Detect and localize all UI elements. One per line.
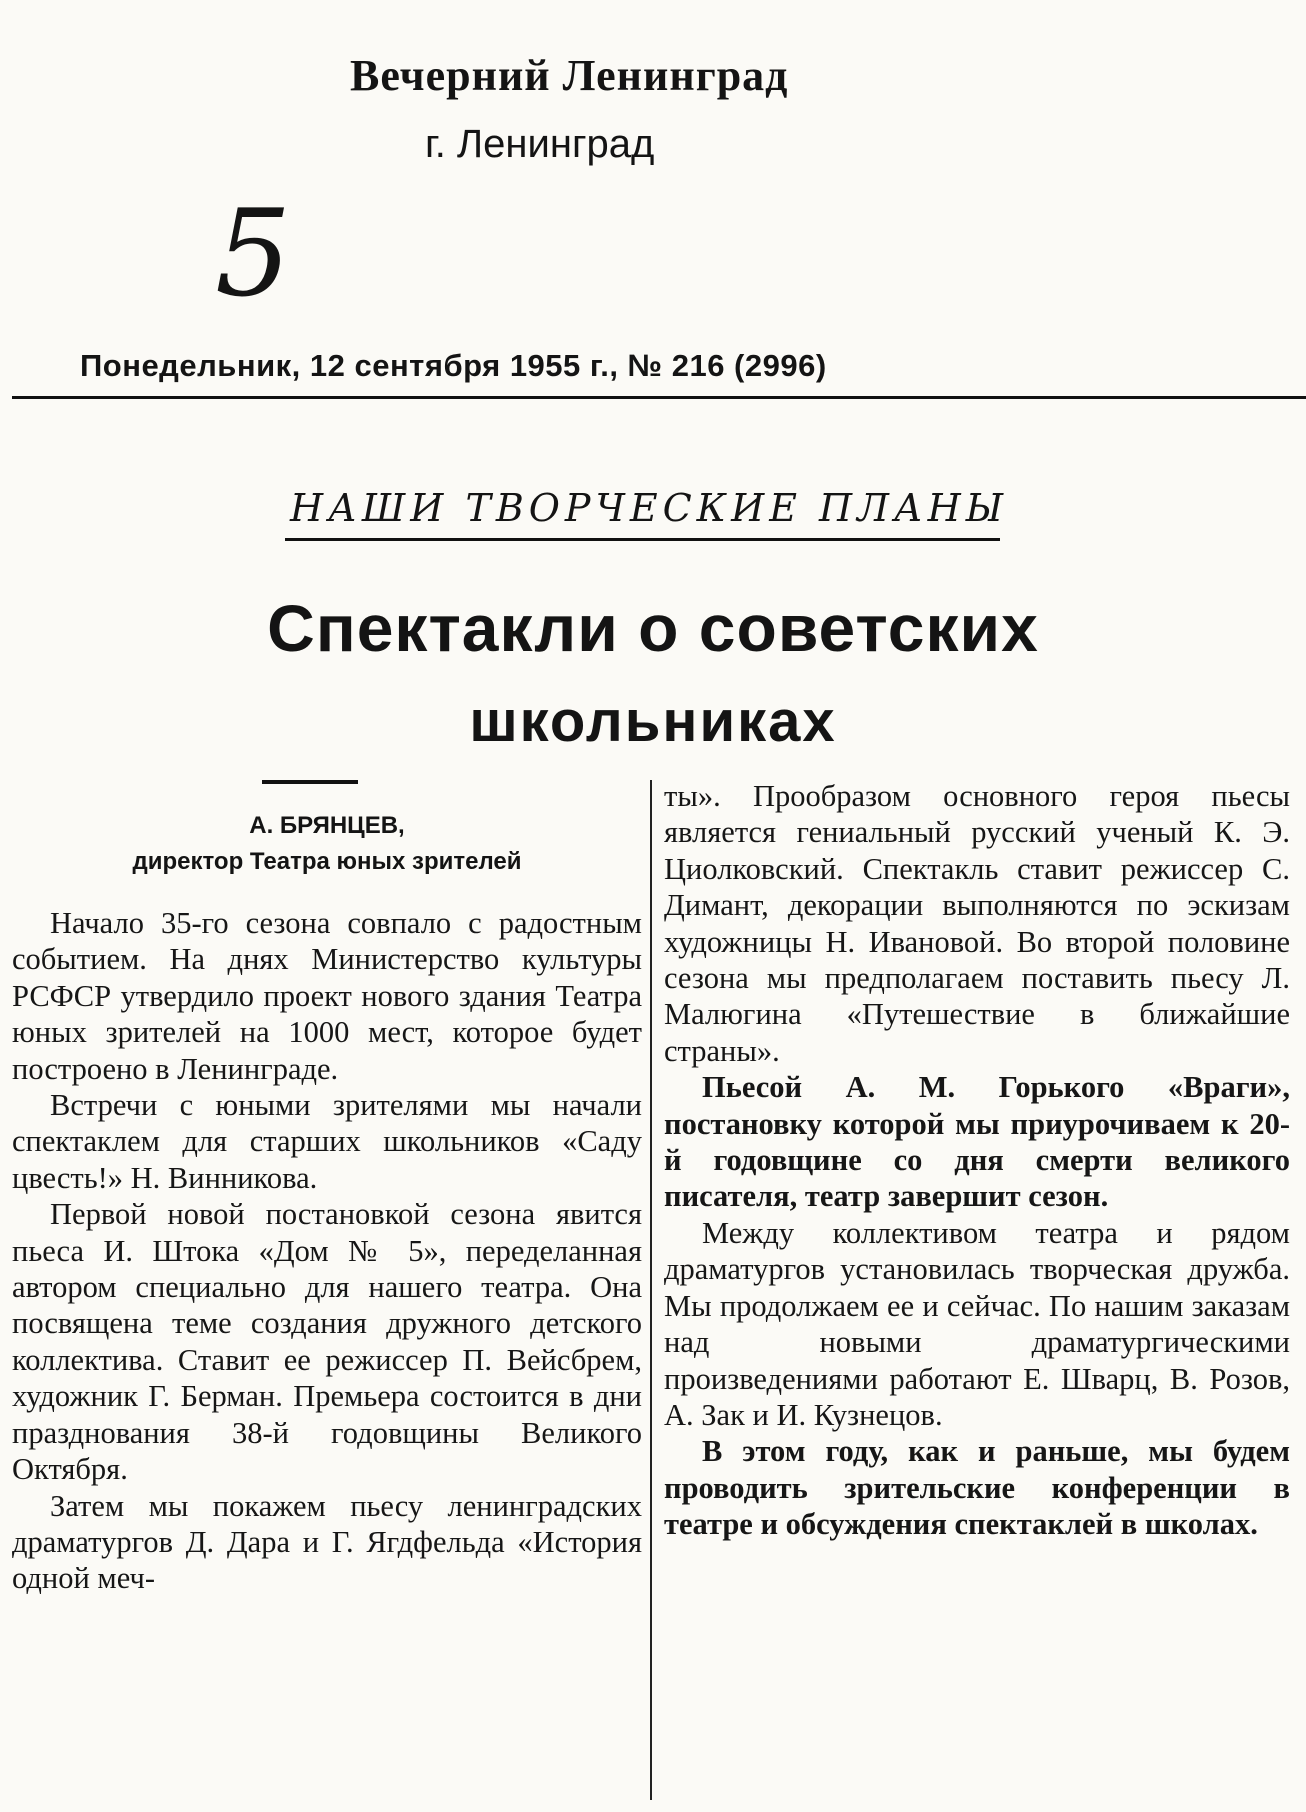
author-name: А. БРЯНЦЕВ,	[249, 812, 405, 839]
author-role: директор Театра юных зрителей	[132, 848, 522, 875]
handwritten-mark: 5	[215, 185, 292, 324]
column-divider	[650, 780, 652, 1800]
paragraph: Начало 35-го сезона совпало с радостным событием. На днях Министерство культуры РСФСР утвердило проект нового здания Театра юных зрителей на 1000 мест, которое будет построено в Ленинграде.	[12, 906, 642, 1086]
byline-rule	[262, 780, 358, 784]
paragraph: В этом году, как и раньше, мы будем проводить зрительские конференции в театре и обсуждения спектаклей в школах.	[664, 1434, 1290, 1542]
paragraph: Встречи с юными зрителями мы начали спектаклем для старших школьников «Саду цвесть!» Н. Винникова.	[12, 1088, 642, 1195]
paper-name: Вечерний Ленинград	[350, 51, 789, 100]
left-column	[12, 905, 642, 1597]
dateline: Понедельник, 12 сентября 1955 г., № 216 (2996)	[80, 348, 827, 383]
headline-line-2: школьниках	[469, 689, 837, 754]
city-line: г. Ленинград	[425, 122, 655, 166]
paragraph: Между коллективом театра и рядом драматургов установилась творческая дружба. Мы продолжаем ее и сейчас. По нашим заказам над новыми драматургическими произведениями работают Е. Шварц, В. Розов, А. Зак и И. Кузнецов.	[664, 1215, 1290, 1432]
top-rule	[12, 396, 1306, 399]
headline-line-1: Спектакли о советских	[267, 591, 1039, 665]
paragraph: Затем мы покажем пьесу ленинградских драматургов Д. Дара и Г. Ягдфельда «История одной меч-	[12, 1488, 642, 1596]
paragraph: Пьесой А. М. Горького «Враги», постановку которой мы приурочиваем к 20-й годовщине со дня смерти великого писателя, театр завершит сезон.	[664, 1070, 1290, 1214]
rubric: НАШИ ТВОРЧЕСКИЕ ПЛАНЫ	[290, 486, 1009, 530]
paragraph: Первой новой постановкой сезона явится пьеса И. Штока «Дом № 5», переделанная автором специально для нашего театра. Она посвящена теме создания дружного детского коллектива. Ставит ее режиссер П. Вейсбрем, художник Г. Берман. Премьера состоится в дни празднования 38-й годовщины Великого Октября.	[12, 1197, 642, 1487]
paragraph: ты». Прообразом основного героя пьесы является гениальный русский ученый К. Э. Циолковский. Спектакль ставит режиссер С. Димант, декорации выполняются по эскизам художницы Н. Ивановой. Во второй половине сезона мы предполагаем поставить пьесу Л. Малюгина «Путешествие в ближайшие страны».	[664, 779, 1290, 1068]
right-column	[664, 778, 1290, 1543]
rubric-underline	[285, 538, 1000, 541]
